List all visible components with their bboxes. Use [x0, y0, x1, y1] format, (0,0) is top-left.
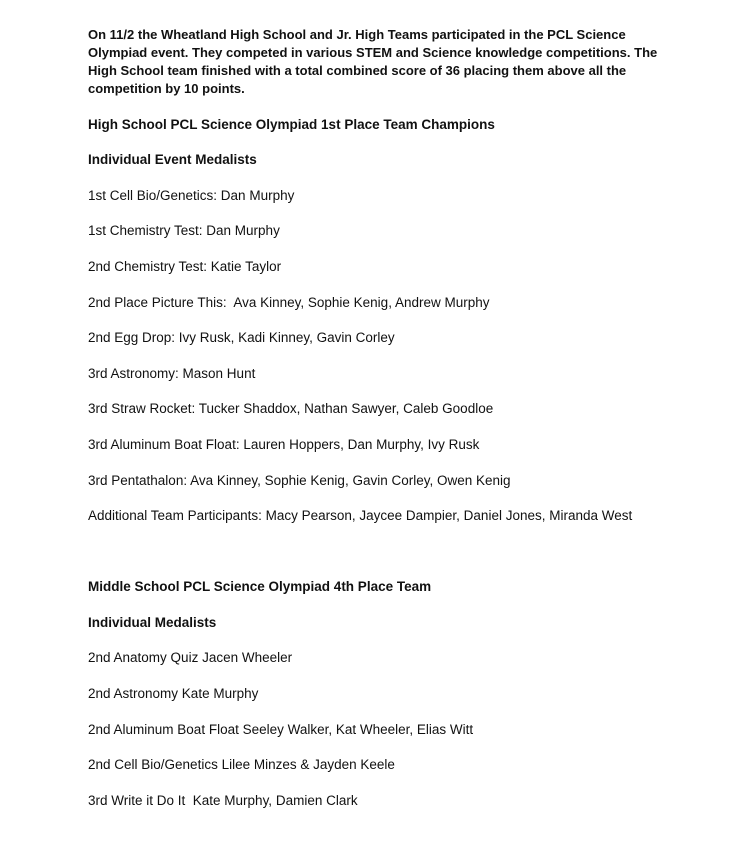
- result-line: 2nd Cell Bio/Genetics Lilee Minzes & Jayden Keele: [88, 757, 395, 773]
- result-line: 3rd Straw Rocket: Tucker Shaddox, Nathan Sawyer, Caleb Goodloe: [88, 401, 494, 417]
- document-body: [88, 26, 668, 810]
- result-line: 3rd Aluminum Boat Float: Lauren Hoppers, Dan Murphy, Ivy Rusk: [88, 436, 480, 452]
- result-line: 2nd Astronomy Kate Murphy: [88, 685, 259, 701]
- result-line: 2nd Egg Drop: Ivy Rusk, Kadi Kinney, Gavin Corley: [88, 330, 395, 346]
- result-line: 2nd Aluminum Boat Float Seeley Walker, Kat Wheeler, Elias Witt: [88, 721, 474, 737]
- result-line: 2nd Place Picture This: Ava Kinney, Sophie Kenig, Andrew Murphy: [88, 294, 490, 310]
- intro-paragraph: On 11/2 the Wheatland High School and Jr. High Teams participated in the PCL Science Olympiad event. They competed in various STEM and Science knowledge competitions. The High School team finished with a total combined score of 36 placing them above all the competition by 10 points.: [88, 27, 658, 96]
- result-line: 2nd Chemistry Test: Katie Taylor: [88, 258, 282, 274]
- result-line: 1st Cell Bio/Genetics: Dan Murphy: [88, 187, 295, 203]
- middle-school-medalists-heading: Individual Medalists: [88, 614, 217, 630]
- high-school-medalists-heading: Individual Event Medalists: [88, 152, 257, 168]
- result-line: 3rd Astronomy: Mason Hunt: [88, 365, 256, 381]
- middle-school-results-list: [88, 649, 668, 809]
- high-school-results-list: [88, 187, 668, 525]
- result-line: 2nd Anatomy Quiz Jacen Wheeler: [88, 650, 293, 666]
- result-line: 3rd Write it Do It Kate Murphy, Damien Clark: [88, 792, 358, 808]
- middle-school-title: Middle School PCL Science Olympiad 4th Place Team: [88, 579, 432, 595]
- high-school-title: High School PCL Science Olympiad 1st Place Team Champions: [88, 116, 495, 132]
- result-line: Additional Team Participants: Macy Pearson, Jaycee Dampier, Daniel Jones, Miranda West: [88, 508, 633, 524]
- result-line: 3rd Pentathalon: Ava Kinney, Sophie Kenig, Gavin Corley, Owen Kenig: [88, 472, 511, 488]
- result-line: 1st Chemistry Test: Dan Murphy: [88, 223, 280, 239]
